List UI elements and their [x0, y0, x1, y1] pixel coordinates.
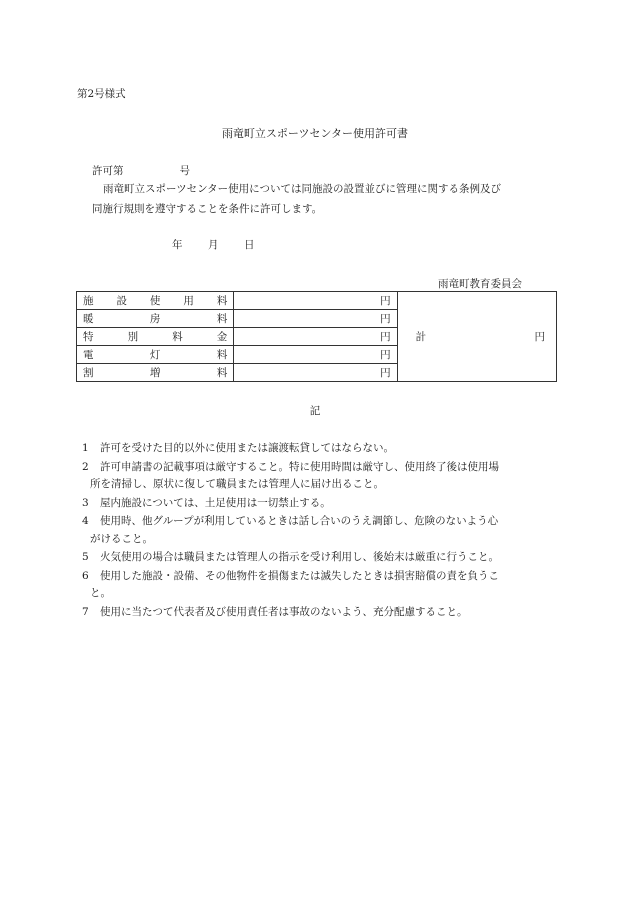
body-line-2: 同施行規則を遵守することを条件に許可します。 [92, 202, 323, 215]
list-item: 2 許可申請書の記載事項は厳守すること。特に使用時間は厳守し、使用終了後は使用場 所を清掃し、原状に復して職員または管理人に届け出ること。 [82, 460, 499, 490]
total-label: 計 [415, 331, 427, 343]
form-number: 第2号様式 [77, 88, 126, 100]
body-line-1: 雨竜町立スポーツセンター使用については同施設の設置並びに管理に関する条例及び [103, 183, 501, 195]
issuer: 雨竜町教育委員会 [438, 278, 522, 290]
list-item: 6 使用した施設・設備、その他物件を損傷または滅失したときは損害賠償の責を負うこ と。 [82, 569, 499, 599]
permit-prefix: 許可第 [92, 165, 124, 177]
fee-amount-surcharge: 円 [234, 364, 397, 382]
document-title: 雨竜町立スポーツセンター使用許可書 [221, 127, 409, 140]
permit-body [92, 180, 562, 219]
fee-label-facility: 施 設 使 用 料 [77, 292, 234, 310]
fee-label-special: 特 別 料 金 [77, 328, 234, 346]
list-item: 7 使用に当たつて代表者及び使用責任者は事故のないよう、充分配慮すること。 [82, 605, 468, 618]
date-day: 日 [244, 239, 255, 251]
total-unit: 円 [534, 331, 545, 343]
fee-label-surcharge: 割 増 料 [77, 364, 234, 382]
ki-heading: 記 [309, 405, 321, 417]
list-item: 5 火気使用の場合は職員または管理人の指示を受け利用し、後始末は厳重に行うこと。 [82, 551, 499, 563]
date-line [172, 237, 255, 252]
list-item: 1 許可を受けた目的以外に使用または譲渡転貸してはならない。 [82, 442, 394, 454]
list-item: 4 使用時、他グループが利用しているときは話し合いのうえ調節し、危険のないよう心 がけること。 [82, 515, 499, 545]
rules-list [82, 440, 562, 622]
date-month: 月 [208, 239, 219, 251]
list-item: 3 屋内施設については、土足使用は一切禁止する。 [82, 496, 331, 509]
fee-label-lighting: 電 灯 料 [77, 346, 234, 364]
fee-amount-facility: 円 [234, 292, 397, 310]
fee-amount-special: 円 [234, 328, 397, 346]
table-row [77, 292, 557, 310]
fee-table [76, 291, 557, 382]
fee-amount-lighting: 円 [234, 346, 397, 364]
permit-number-line [92, 163, 190, 178]
fee-amount-heating: 円 [234, 310, 397, 328]
date-year: 年 [172, 239, 183, 251]
fee-label-heating: 暖 房 料 [77, 310, 234, 328]
fee-total-cell [397, 292, 556, 382]
permit-suffix: 号 [179, 165, 190, 177]
